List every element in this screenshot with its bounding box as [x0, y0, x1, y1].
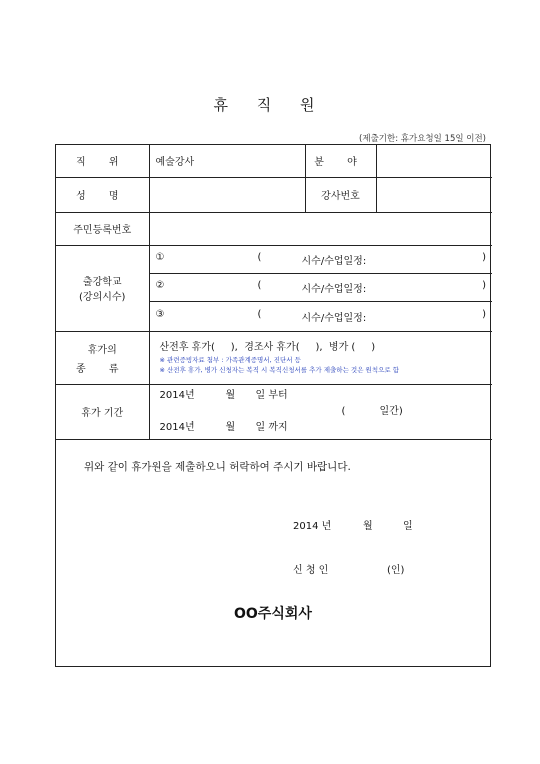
position-value[interactable]: 예술강사 — [149, 145, 305, 177]
school-label-line1: 출강학교 — [82, 277, 122, 288]
sign-day: 일 — [403, 521, 413, 532]
name-input[interactable] — [149, 177, 305, 212]
position-label: 직 위 — [56, 145, 149, 177]
sign-year: 2014 년 — [293, 521, 332, 532]
leave-type-choices[interactable]: 산전후 휴가( ), 경조사 휴가( ), 병가 ( ) — [159, 341, 376, 353]
sign-month: 월 — [363, 521, 373, 532]
leave-type-options[interactable] — [149, 331, 492, 384]
leave-end-line — [160, 420, 487, 436]
leave-period-row — [56, 384, 492, 439]
school-paren-close: ) — [482, 279, 486, 291]
school-paren-open: ( — [257, 251, 262, 263]
days-open: ( — [341, 405, 346, 417]
school-paren-close: ) — [482, 308, 486, 320]
school-num: ② — [155, 279, 165, 291]
school-entry-3[interactable] — [149, 301, 492, 331]
school-paren-open: ( — [257, 279, 262, 291]
leave-period-value[interactable] — [149, 384, 492, 439]
school-hours-label: 시수/수업일정: — [301, 283, 367, 295]
form-table — [56, 145, 492, 440]
applicant-label: 신 청 인 — [293, 565, 329, 576]
resident-no-input[interactable] — [149, 212, 492, 245]
school-label — [56, 245, 149, 331]
school-paren-close: ) — [482, 251, 486, 263]
school-entry-2[interactable] — [149, 273, 492, 301]
end-day: 일 까지 — [255, 421, 288, 433]
school-num: ③ — [155, 308, 165, 320]
leave-period-label: 휴가 기간 — [56, 384, 149, 439]
name-label: 성 명 — [56, 177, 149, 212]
company-name: OO주식회사 — [234, 606, 312, 622]
school-label-line2: (강의시수) — [79, 292, 126, 303]
document-title: 휴 직 원 — [213, 96, 327, 114]
applicant-seal: (인) — [387, 565, 405, 576]
leave-days-line — [160, 404, 487, 420]
school-entry-1[interactable] — [149, 245, 492, 273]
position-row — [56, 145, 492, 177]
days-label: 일간) — [379, 405, 403, 417]
start-day: 일 부터 — [255, 389, 288, 401]
end-year: 2014년 — [159, 421, 195, 433]
leave-type-note-2: ※ 산전후 휴가, 병가 신청자는 복직 시 복직신청서를 추가 제출하는 것은 원칙으로 함 — [159, 365, 400, 374]
end-month: 월 — [225, 421, 236, 433]
leave-start-line — [160, 388, 487, 404]
name-row — [56, 177, 492, 212]
instructor-id-input[interactable] — [376, 177, 492, 212]
leave-type-row — [56, 331, 492, 384]
leave-type-label-line2: 종 류 — [76, 363, 129, 375]
resident-no-row — [56, 212, 492, 245]
start-year: 2014년 — [159, 389, 195, 401]
field-label: 분 야 — [305, 145, 376, 177]
statement-text: 위와 같이 휴가원을 제출하오니 허락하여 주시기 바랍니다. — [84, 461, 351, 473]
school-row-1 — [56, 245, 492, 273]
sign-date — [293, 517, 413, 532]
resident-no-label: 주민등록번호 — [56, 212, 149, 245]
instructor-id-label: 강사번호 — [305, 177, 376, 212]
leave-form — [55, 144, 491, 667]
school-hours-label: 시수/수업일정: — [301, 312, 367, 324]
applicant-line — [293, 561, 404, 576]
deadline-note: (제출기한: 휴가요청일 15일 이전) — [359, 134, 486, 144]
school-paren-open: ( — [257, 308, 262, 320]
leave-type-label-line1: 휴가의 — [87, 344, 117, 356]
leave-type-note-1: ※ 관련증빙자료 첨부 : 가족관계증명서, 진단서 등 — [159, 355, 301, 364]
school-hours-label: 시수/수업일정: — [301, 255, 367, 267]
leave-type-label — [56, 331, 149, 384]
school-num: ① — [155, 251, 165, 263]
start-month: 월 — [225, 389, 236, 401]
field-input[interactable] — [376, 145, 492, 177]
